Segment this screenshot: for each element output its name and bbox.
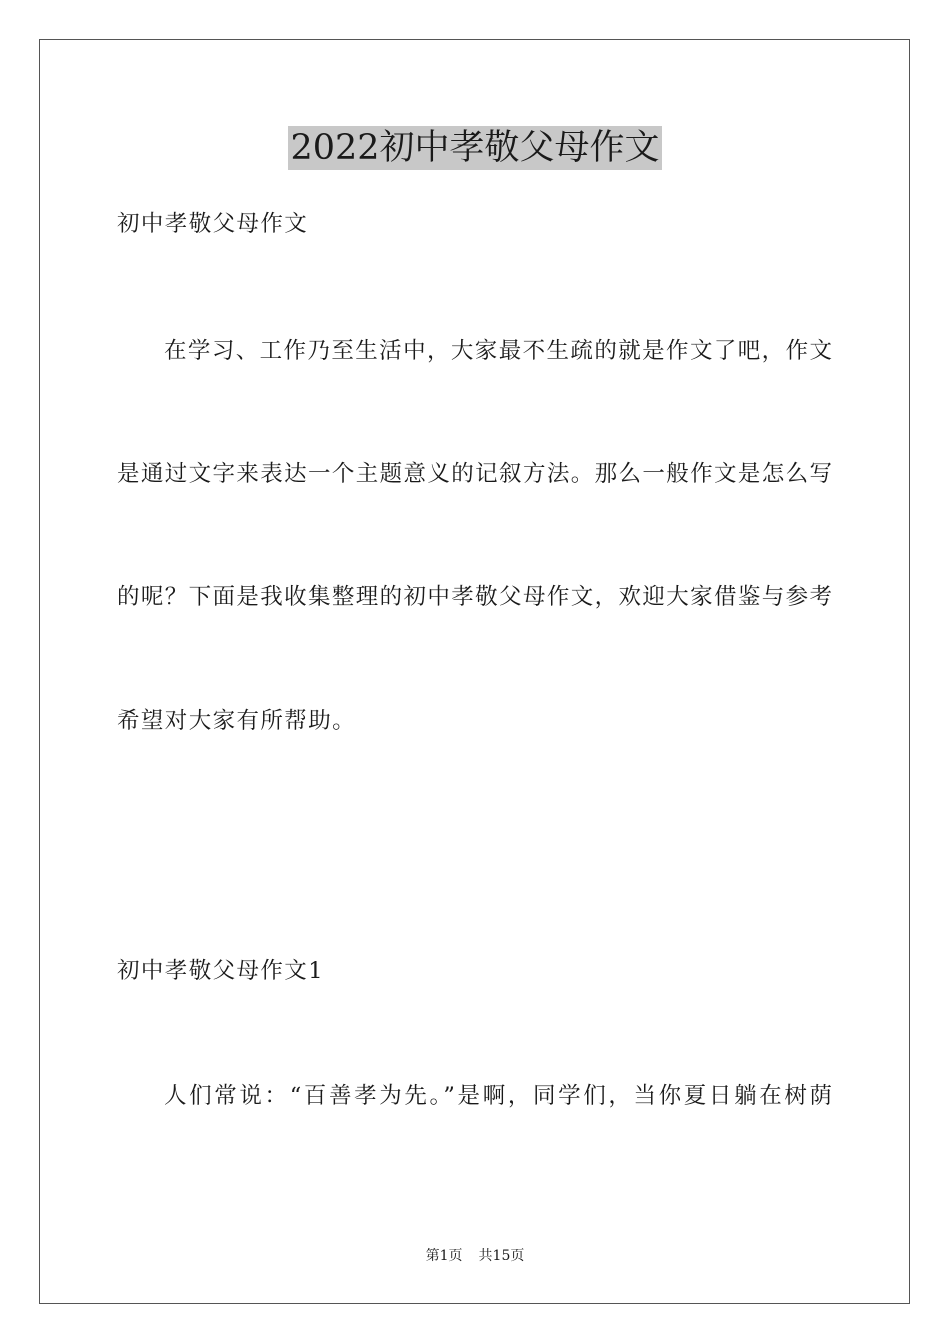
page-total: 共15页 — [478, 1248, 525, 1264]
intro-line-1: 在学习、工作乃至生活中，大家最不生疏的就是作文了吧，作文 — [164, 338, 832, 364]
intro-line-2: 是通过文字来表达一个主题意义的记叙方法。那么一般作文是怎么写 — [117, 461, 832, 487]
document-title: 2022初中孝敬父母作文 — [290, 128, 660, 168]
section-line-1: 人们常说：“百善孝为先。”是啊，同学们，当你夏日躺在树荫 — [164, 1083, 832, 1109]
title-container — [0, 126, 950, 170]
intro-line-4: 希望对大家有所帮助。 — [117, 708, 357, 734]
document-subtitle: 初中孝敬父母作文 — [117, 211, 309, 237]
page-footer — [0, 1247, 950, 1265]
page-number: 第1页 — [425, 1248, 463, 1264]
section-heading: 初中孝敬父母作文1 — [117, 958, 324, 984]
intro-line-3: 的呢？下面是我收集整理的初中孝敬父母作文，欢迎大家借鉴与参考 — [117, 584, 832, 610]
